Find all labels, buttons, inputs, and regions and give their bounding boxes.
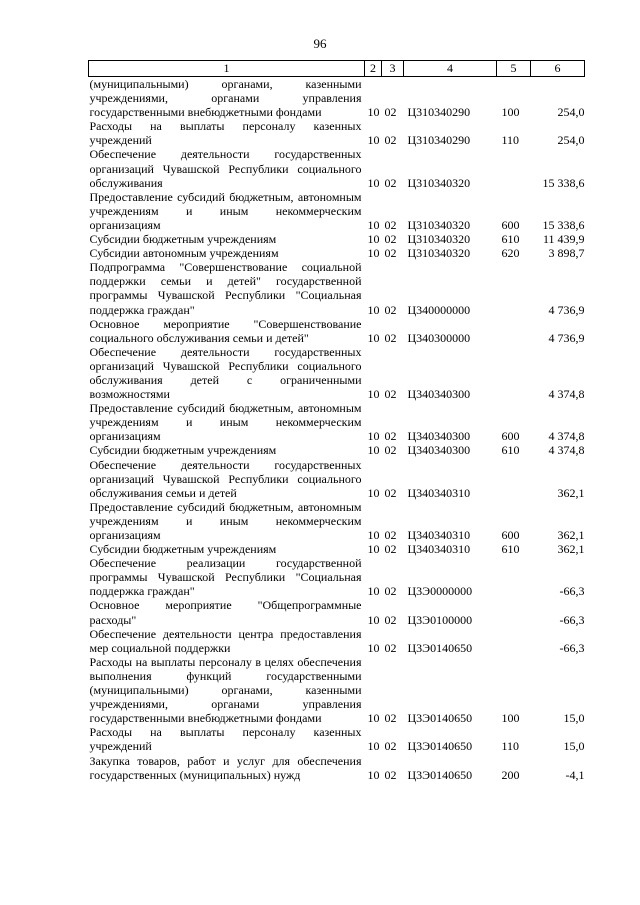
row-description: Расходы на выплаты персоналу казенных учреждений [89, 725, 362, 754]
table-row [89, 345, 585, 401]
row-amount: 4 374,8 [548, 429, 585, 444]
row-subsection: 02 [384, 485, 397, 500]
row-expense-type [497, 556, 531, 598]
row-amount: 11 439,9 [542, 232, 585, 247]
row-target-article: Ц340340310 [407, 542, 471, 557]
row-target-article: Ц340340300 [407, 429, 471, 444]
row-expense-type [497, 627, 531, 655]
row-amount: 254,0 [557, 105, 585, 120]
row-expense-type [497, 458, 531, 500]
row-expense-type [497, 317, 531, 345]
row-description: Подпрограмма "Совершенствование социальной поддержки семьи и детей" государственной программы Чувашской Республики "Социальная поддержка граждан" [89, 260, 362, 317]
row-section: 10 [367, 330, 380, 345]
row-description: Расходы на выплаты персоналу в целях обеспечения выполнения функций государственными (муниципальными) органами, казенными учреждениями, органами управления государственными внебюджетными фондами [89, 654, 362, 726]
header-col-5: 5 [497, 61, 531, 77]
row-expense-type: 600 [501, 429, 520, 444]
row-subsection: 02 [384, 105, 397, 120]
row-target-article: Ц340000000 [407, 302, 471, 317]
table-row [89, 725, 585, 753]
row-expense-type: 110 [501, 739, 520, 754]
row-section: 10 [367, 542, 380, 557]
header-col-4: 4 [404, 61, 497, 77]
row-section: 10 [367, 105, 380, 120]
row-section: 10 [367, 429, 380, 444]
table-row [89, 500, 585, 542]
row-expense-type: 620 [501, 246, 520, 261]
table-row [89, 627, 585, 655]
row-description: Субсидии бюджетным учреждениям [89, 542, 277, 557]
row-section: 10 [367, 133, 380, 148]
row-subsection: 02 [384, 542, 397, 557]
row-target-article: Ц3Э0000000 [407, 584, 473, 599]
row-description: Предоставление субсидий бюджетным, автономным учреждениям и иным некоммерческим организациям [89, 189, 362, 232]
row-subsection: 02 [384, 232, 397, 247]
row-amount: -66,3 [559, 640, 585, 655]
row-description: Основное мероприятие "Совершенствование социального обслуживания семьи и детей" [89, 316, 362, 345]
row-target-article: Ц340340310 [407, 528, 471, 542]
row-expense-type [497, 345, 531, 401]
row-amount: 3 898,7 [548, 246, 585, 261]
row-section: 10 [367, 387, 380, 402]
row-target-article: Ц310340320 [407, 217, 471, 232]
header-col-1: 1 [89, 61, 365, 77]
table-row [89, 556, 585, 598]
row-section: 10 [367, 640, 380, 655]
row-target-article: Ц3Э0140650 [407, 767, 473, 782]
row-description: Предоставление субсидий бюджетным, автономным учреждениям и иным некоммерческим организациям [89, 401, 362, 444]
row-expense-type: 100 [501, 105, 520, 120]
row-description: Закупка товаров, работ и услуг для обеспечения государственных (муниципальных) нужд [89, 753, 362, 782]
row-section: 10 [367, 485, 380, 500]
row-expense-type [497, 147, 531, 189]
header-col-2: 2 [365, 61, 382, 77]
row-section: 10 [367, 711, 380, 726]
row-expense-type [497, 598, 531, 626]
row-description: Субсидии бюджетным учреждениям [89, 443, 277, 458]
row-subsection: 02 [384, 528, 397, 542]
row-subsection: 02 [384, 302, 397, 317]
row-expense-type: 610 [501, 542, 520, 557]
row-description: Субсидии бюджетным учреждениям [89, 232, 277, 247]
table-row [89, 655, 585, 725]
row-section: 10 [367, 443, 380, 458]
row-section: 10 [367, 302, 380, 317]
row-amount: 362,1 [557, 485, 585, 500]
row-description: Субсидии автономным учреждениям [89, 246, 279, 261]
row-expense-type: 610 [501, 443, 520, 458]
row-amount: 4 374,8 [548, 443, 585, 458]
row-expense-type: 600 [501, 217, 520, 232]
row-expense-type: 100 [501, 711, 520, 726]
row-target-article: Ц340340300 [407, 443, 471, 458]
row-description: Обеспечение деятельности государственных организаций Чувашской Республики социального обслуживания детей с ограниченными возможностями [89, 344, 362, 402]
row-description: Расходы на выплаты персоналу казенных учреждений [89, 119, 362, 148]
row-target-article: Ц310340320 [407, 175, 471, 190]
row-subsection: 02 [384, 175, 397, 190]
row-subsection: 02 [384, 443, 397, 458]
row-target-article: Ц3Э0140650 [407, 640, 473, 655]
row-target-article: Ц340340310 [407, 485, 471, 500]
row-amount: 15 338,6 [542, 217, 585, 232]
row-section: 10 [367, 217, 380, 232]
row-subsection: 02 [384, 711, 397, 726]
row-expense-type: 110 [501, 133, 520, 148]
row-description: Обеспечение реализации государственной программы Чувашской Республики "Социальная поддержка граждан" [89, 556, 362, 599]
row-section: 10 [367, 175, 380, 190]
row-amount: 15 338,6 [542, 175, 585, 190]
row-subsection: 02 [384, 767, 397, 782]
table-row [89, 401, 585, 443]
row-subsection: 02 [384, 133, 397, 148]
row-description: Обеспечение деятельности государственных организаций Чувашской Республики социального обслуживания [89, 147, 362, 190]
row-description: Основное мероприятие "Общепрограммные расходы" [89, 598, 362, 627]
header-col-6: 6 [531, 61, 585, 77]
row-section: 10 [367, 739, 380, 754]
page-number: 96 [313, 36, 327, 51]
row-amount: 15,0 [563, 711, 585, 726]
row-subsection: 02 [384, 584, 397, 599]
row-description: (муниципальными) органами, казенными учреждениями, органами управления государственными внебюджетными фондами [89, 77, 362, 120]
table-row [89, 246, 585, 260]
row-expense-type: 200 [501, 767, 520, 782]
row-amount: 254,0 [557, 133, 585, 148]
row-target-article: Ц3Э0100000 [407, 612, 473, 627]
row-target-article: Ц340300000 [407, 330, 471, 345]
row-section: 10 [367, 232, 380, 247]
row-description: Обеспечение деятельности государственных организаций Чувашской Республики социального обслуживания семьи и детей [89, 457, 362, 500]
table-row [89, 190, 585, 232]
row-subsection: 02 [384, 640, 397, 655]
table-row [89, 147, 585, 189]
table-row [89, 443, 585, 457]
row-subsection: 02 [384, 612, 397, 627]
table-row [89, 458, 585, 500]
row-subsection: 02 [384, 246, 397, 261]
table-row [89, 119, 585, 147]
row-amount: 4 736,9 [548, 302, 585, 317]
table-header [89, 61, 585, 77]
row-section: 10 [367, 767, 380, 782]
table-row [89, 232, 585, 246]
row-amount: 362,1 [557, 542, 585, 557]
table-row [89, 542, 585, 556]
row-target-article: Ц310340320 [407, 232, 471, 247]
row-expense-type: 600 [501, 528, 520, 542]
row-description: Предоставление субсидий бюджетным, автономным учреждениям и иным некоммерческим организациям [89, 499, 362, 542]
header-row [89, 61, 585, 77]
row-subsection: 02 [384, 429, 397, 444]
row-amount: -66,3 [559, 584, 585, 599]
row-description: Обеспечение деятельности центра предоставления мер социальной поддержки [89, 626, 362, 655]
row-expense-type [497, 260, 531, 316]
header-col-3: 3 [382, 61, 404, 77]
row-target-article: Ц310340320 [407, 246, 471, 261]
row-amount: 4 374,8 [548, 387, 585, 402]
table-row [89, 598, 585, 626]
table-row [89, 317, 585, 345]
row-subsection: 02 [384, 217, 397, 232]
row-target-article: Ц340340300 [407, 387, 471, 402]
row-amount: 15,0 [563, 739, 585, 754]
table-row [89, 754, 585, 782]
row-amount: -66,3 [559, 612, 585, 627]
row-target-article: Ц3Э0140650 [407, 711, 473, 726]
row-amount: 362,1 [557, 528, 585, 542]
table-row [89, 260, 585, 316]
row-section: 10 [367, 612, 380, 627]
row-subsection: 02 [384, 739, 397, 754]
row-section: 10 [367, 584, 380, 599]
row-amount: 4 736,9 [548, 330, 585, 345]
row-target-article: Ц310340290 [407, 133, 471, 148]
row-section: 10 [367, 246, 380, 261]
row-subsection: 02 [384, 387, 397, 402]
table-row [89, 77, 585, 120]
row-subsection: 02 [384, 330, 397, 345]
row-target-article: Ц310340290 [407, 105, 471, 120]
row-section: 10 [367, 528, 380, 542]
budget-table [88, 60, 585, 782]
row-target-article: Ц3Э0140650 [407, 739, 473, 754]
row-expense-type: 610 [501, 232, 520, 247]
row-amount: -4,1 [565, 767, 585, 782]
table-body [89, 77, 585, 782]
